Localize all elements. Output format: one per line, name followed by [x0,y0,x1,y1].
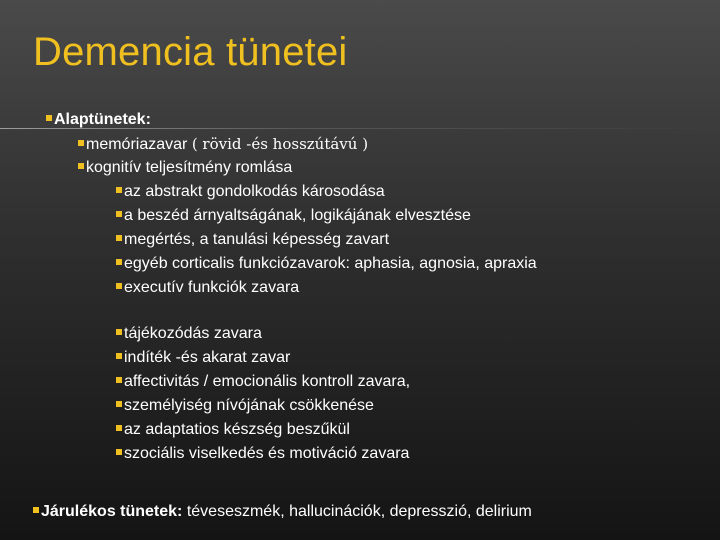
square-bullet-icon [116,283,122,289]
list-item: megértés, a tanulási képesség zavart [116,230,389,250]
square-bullet-icon [78,140,84,146]
list-item: személyiség nívójának csökkenése [116,396,374,416]
list-item: memóriazavar ( rövid -és hosszútávú ) [78,134,368,155]
square-bullet-icon [116,235,122,241]
list-item: az abstrakt gondolkodás károsodása [116,182,385,202]
square-bullet-icon [46,115,52,121]
list-item-secondary: Járulékos tünetek: téveseszmék, hallucinációk, depresszió, delirium [33,502,532,522]
square-bullet-icon [116,353,122,359]
list-item: indíték -és akarat zavar [116,348,290,368]
list-item: az adaptatios készség beszűkül [116,420,350,440]
list-item-main-heading: Alaptünetek: [46,110,151,130]
square-bullet-icon [116,329,122,335]
square-bullet-icon [78,163,84,169]
square-bullet-icon [116,259,122,265]
list-item: a beszéd árnyaltságának, logikájának elvesztése [116,206,471,226]
list-item: szociális viselkedés és motiváció zavara [116,444,409,464]
slide-title: Demencia tünetei [33,30,348,74]
square-bullet-icon [116,187,122,193]
list-item: kognitív teljesítmény romlása [78,158,292,178]
square-bullet-icon [116,211,122,217]
square-bullet-icon [116,377,122,383]
square-bullet-icon [116,449,122,455]
list-item: tájékozódás zavara [116,324,262,344]
list-item: affectivitás / emocionális kontroll zavara, [116,372,410,392]
list-item: executív funkciók zavara [116,278,299,298]
square-bullet-icon [116,425,122,431]
square-bullet-icon [33,507,39,513]
square-bullet-icon [116,401,122,407]
list-item: egyéb corticalis funkciózavarok: aphasia, agnosia, apraxia [116,254,537,274]
